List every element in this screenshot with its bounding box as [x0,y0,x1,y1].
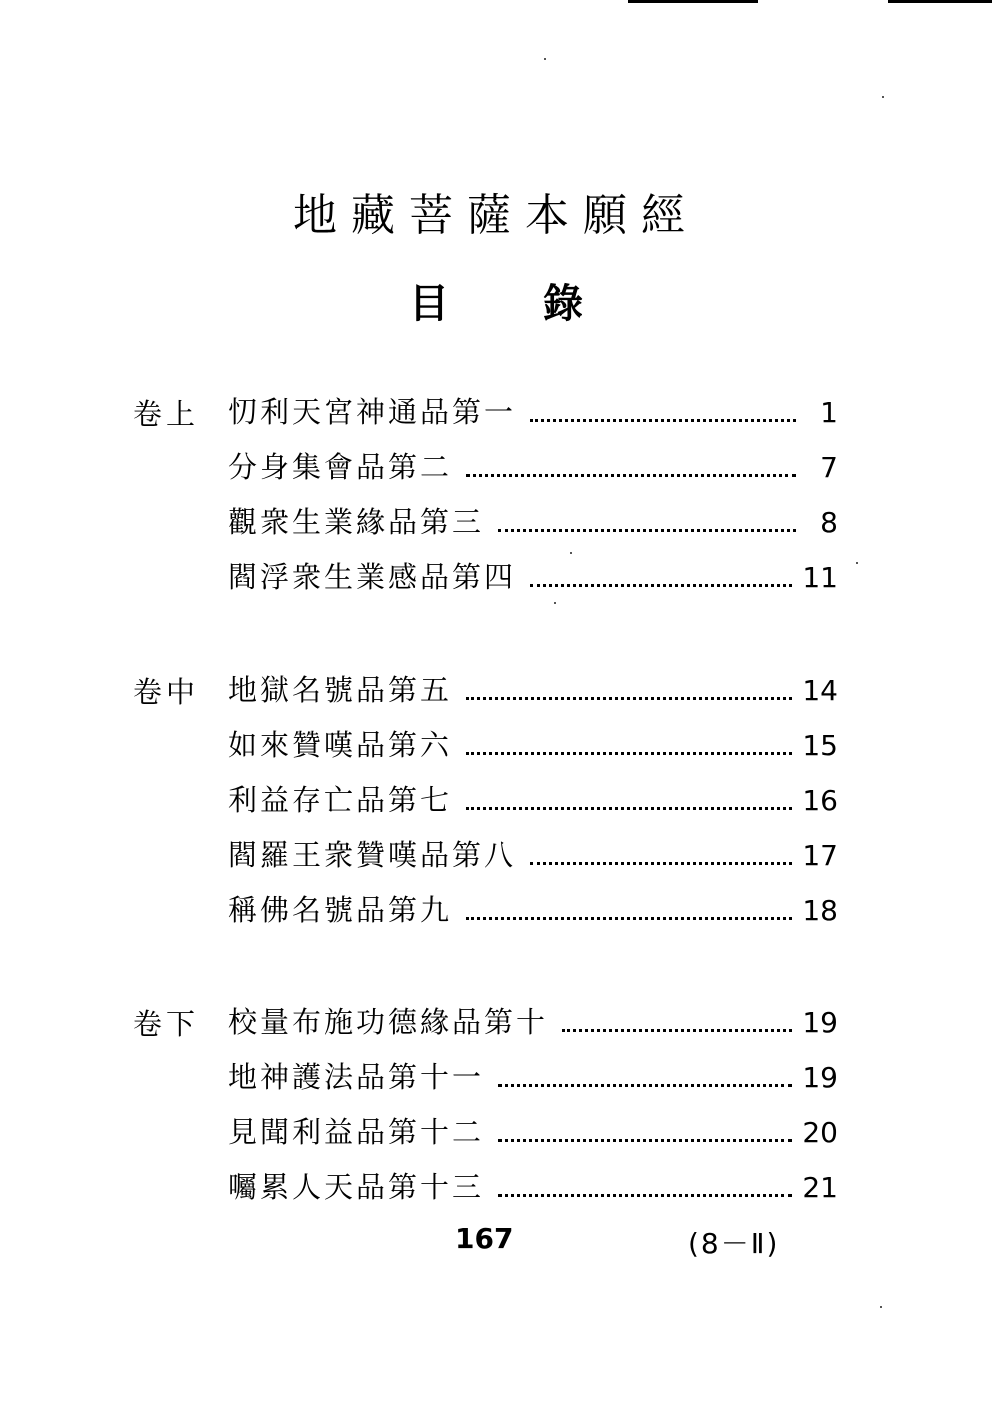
toc-entry-title: 地獄名號品第五 [228,673,453,707]
dot-leader [530,419,796,422]
section-label: 卷下 [133,1007,200,1041]
toc-entry-page: 17 [802,839,838,872]
scan-speck [880,1306,882,1308]
toc-entry [228,1167,838,1207]
toc-heading-char: 目 [409,281,450,327]
volume-label: (8－Ⅱ) [688,1227,780,1260]
toc-entry-page: 18 [802,894,838,927]
toc-entry-page: 7 [820,451,838,484]
toc-entry-page: 19 [802,1061,838,1094]
toc-entry-page: 20 [802,1116,838,1149]
toc-entry-title: 閻浮衆生業感品第四 [228,560,517,594]
toc-entry [228,1057,838,1097]
page-title: 地藏菩薩本願經 [293,190,699,242]
toc-entry-page: 19 [802,1006,838,1039]
dot-leader [466,917,792,920]
top-rule-right [888,0,992,3]
toc-entry-title: 分身集會品第二 [228,450,453,484]
toc-entry-page: 11 [802,561,838,594]
toc-entry-page: 15 [802,729,838,762]
dot-leader [562,1029,792,1032]
dot-leader [498,1139,792,1142]
dot-leader [498,529,796,532]
page-number: 167 [455,1222,514,1255]
dot-leader [498,1194,792,1197]
toc-entry [228,670,838,710]
toc-heading-char: 錄 [542,281,583,327]
toc-entry-title: 如來贊嘆品第六 [228,728,453,762]
toc-entry-title: 見聞利益品第十二 [228,1115,485,1149]
toc-entry [228,1112,838,1152]
dot-leader [466,752,792,755]
toc-entry-page: 1 [820,396,838,429]
toc-entry [228,890,838,930]
scan-speck [856,562,858,564]
toc-entry-page: 14 [802,674,838,707]
dot-leader [466,697,792,700]
toc-entry-title: 利益存亡品第七 [228,783,453,817]
top-rule-left [628,0,758,3]
toc-entry [228,835,838,875]
dot-leader [498,1084,792,1087]
toc-entry-title: 稱佛名號品第九 [228,893,453,927]
section-label: 卷中 [133,675,200,709]
toc-entry-title: 忉利天宮神通品第一 [228,395,517,429]
toc-entry-title: 觀衆生業緣品第三 [228,505,485,539]
toc-entry-title: 地神護法品第十一 [228,1060,485,1094]
scan-speck [554,602,556,604]
toc-entry-title: 閻羅王衆贊嘆品第八 [228,838,517,872]
dot-leader [530,584,792,587]
toc-entry-title: 校量布施功德緣品第十 [228,1005,549,1039]
dot-leader [530,862,792,865]
scan-speck [544,58,546,60]
toc-entry [228,725,838,765]
toc-entry-page: 21 [802,1171,838,1204]
toc-entry [228,447,838,487]
toc-entry-page: 8 [820,506,838,539]
toc-entry [228,780,838,820]
toc-entry [228,557,838,597]
scan-speck [882,96,884,98]
toc-entry-page: 16 [802,784,838,817]
toc-entry-title: 囑累人天品第十三 [228,1170,485,1204]
toc-entry [228,392,838,432]
section-label: 卷上 [133,397,200,431]
dot-leader [466,807,792,810]
dot-leader [466,474,796,477]
toc-entry [228,1002,838,1042]
toc-entry [228,502,838,542]
toc-heading [0,272,992,329]
scan-speck [570,552,572,554]
